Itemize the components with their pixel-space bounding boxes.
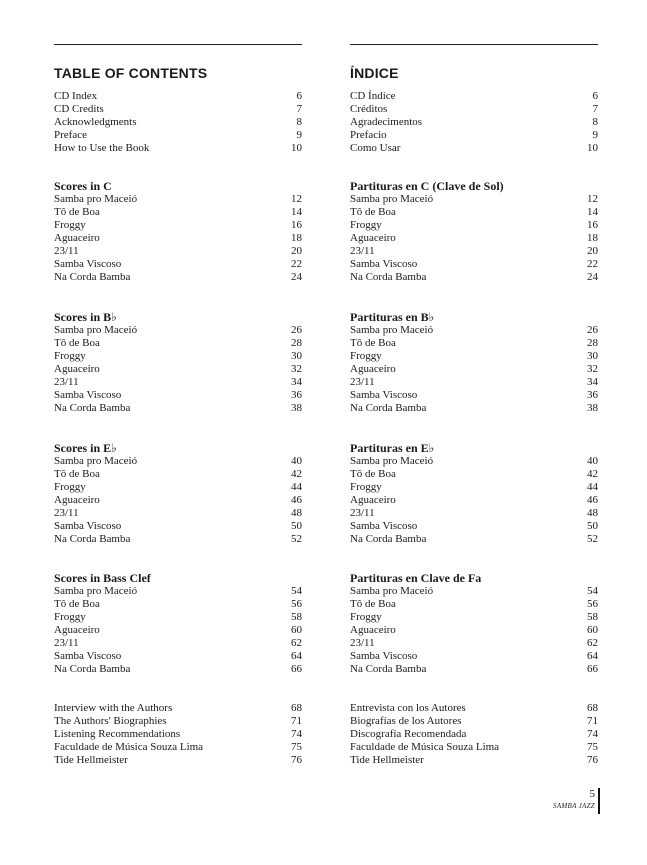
section-scores-c <box>54 180 302 284</box>
toc-entry[interactable]: Samba Viscoso 64 <box>350 650 598 662</box>
toc-entry[interactable]: Samba Viscoso 50 <box>350 520 598 532</box>
toc-entry[interactable]: Na Corda Bamba 24 <box>54 271 302 283</box>
toc-entry[interactable]: Samba pro Maceió 26 <box>350 324 598 336</box>
toc-entry[interactable]: Froggy 30 <box>54 350 302 362</box>
toc-entry[interactable]: Biografías de los Autores 71 <box>350 715 598 727</box>
toc-entry[interactable]: Samba Viscoso 50 <box>54 520 302 532</box>
top-rule <box>350 44 598 45</box>
toc-entry[interactable]: Tô de Boa 42 <box>350 468 598 480</box>
toc-column-english <box>54 44 302 766</box>
toc-entry[interactable]: Tô de Boa 42 <box>54 468 302 480</box>
toc-entry[interactable]: Listening Recommendations 74 <box>54 728 302 740</box>
page-footer <box>548 788 600 812</box>
toc-entry[interactable]: Froggy 30 <box>350 350 598 362</box>
section-title: Partituras en Clave de Fa <box>350 571 482 585</box>
toc-entry[interactable]: Samba pro Maceió 54 <box>54 585 302 597</box>
toc-entry[interactable]: Samba Viscoso 22 <box>54 258 302 270</box>
toc-entry[interactable]: 23/11 20 <box>54 245 302 257</box>
toc-entry[interactable]: Samba Viscoso 36 <box>54 389 302 401</box>
toc-entry[interactable]: Samba pro Maceió 40 <box>54 455 302 467</box>
toc-entry[interactable]: Prefacio 9 <box>350 129 598 141</box>
section-title: Scores in E♭ <box>54 441 117 455</box>
toc-heading: TABLE OF CONTENTS <box>54 65 208 81</box>
section-partituras-clave-fa <box>350 572 598 676</box>
toc-entry[interactable]: The Authors' Biographies 71 <box>54 715 302 727</box>
toc-entry[interactable]: CD Index 6 <box>54 90 302 102</box>
toc-entry[interactable]: Samba pro Maceió 26 <box>54 324 302 336</box>
section-scores-bass-clef <box>54 572 302 676</box>
toc-entry[interactable]: Samba pro Maceió 40 <box>350 455 598 467</box>
publication-name: SAMBA JAZZ <box>553 802 595 810</box>
toc-entry[interactable]: Na Corda Bamba 24 <box>350 271 598 283</box>
toc-entry[interactable]: Na Corda Bamba 52 <box>350 533 598 545</box>
toc-entry[interactable]: Agradecimentos 8 <box>350 116 598 128</box>
toc-entry[interactable]: Tô de Boa 28 <box>54 337 302 349</box>
toc-entry[interactable]: Preface 9 <box>54 129 302 141</box>
toc-column-spanish <box>350 44 598 766</box>
toc-entry[interactable]: Aguaceiro 46 <box>54 494 302 506</box>
section-partituras-eflat <box>350 442 598 546</box>
toc-entry[interactable]: Froggy 58 <box>350 611 598 623</box>
toc-entry[interactable]: Tô de Boa 14 <box>350 206 598 218</box>
toc-entry[interactable]: 23/11 62 <box>54 637 302 649</box>
toc-entry[interactable]: Tide Hellmeister 76 <box>54 754 302 766</box>
section-title: Scores in B♭ <box>54 310 117 324</box>
section-scores-eflat <box>54 442 302 546</box>
closing-group <box>350 702 598 767</box>
toc-heading: ÍNDICE <box>350 65 399 81</box>
toc-entry[interactable]: 23/11 48 <box>54 507 302 519</box>
toc-entry[interactable]: Tide Hellmeister 76 <box>350 754 598 766</box>
toc-entry[interactable]: Aguaceiro 46 <box>350 494 598 506</box>
toc-entry[interactable]: Aguaceiro 18 <box>54 232 302 244</box>
toc-entry[interactable]: CD Índice 6 <box>350 90 598 102</box>
toc-entry[interactable]: Aguaceiro 32 <box>350 363 598 375</box>
toc-entry[interactable]: Tô de Boa 28 <box>350 337 598 349</box>
toc-entry[interactable]: Na Corda Bamba 38 <box>350 402 598 414</box>
section-title: Scores in C <box>54 179 112 193</box>
page-number: 5 <box>589 788 595 800</box>
toc-entry[interactable]: Aguaceiro 60 <box>54 624 302 636</box>
toc-entry[interactable]: 23/11 20 <box>350 245 598 257</box>
toc-entry[interactable]: Na Corda Bamba 66 <box>350 663 598 675</box>
toc-entry[interactable]: Interview with the Authors 68 <box>54 702 302 714</box>
intro-group <box>350 90 598 155</box>
toc-entry[interactable]: Faculdade de Música Souza Lima 75 <box>350 741 598 753</box>
closing-group <box>54 702 302 767</box>
section-partituras-bflat <box>350 311 598 415</box>
toc-entry[interactable]: Froggy 44 <box>54 481 302 493</box>
toc-entry[interactable]: Na Corda Bamba 66 <box>54 663 302 675</box>
section-title: Scores in Bass Clef <box>54 571 151 585</box>
toc-entry[interactable]: How to Use the Book 10 <box>54 142 302 154</box>
toc-entry[interactable]: Aguaceiro 32 <box>54 363 302 375</box>
section-title: Partituras en C (Clave de Sol) <box>350 179 504 193</box>
footer-bar <box>598 788 600 814</box>
toc-entry[interactable]: 23/11 62 <box>350 637 598 649</box>
toc-entry[interactable]: Tô de Boa 14 <box>54 206 302 218</box>
toc-entry[interactable]: Aguaceiro 60 <box>350 624 598 636</box>
toc-entry[interactable]: Froggy 58 <box>54 611 302 623</box>
toc-entry[interactable]: 23/11 34 <box>54 376 302 388</box>
toc-entry[interactable]: 23/11 48 <box>350 507 598 519</box>
toc-entry[interactable]: Samba pro Maceió 54 <box>350 585 598 597</box>
toc-entry[interactable]: Froggy 16 <box>350 219 598 231</box>
toc-entry[interactable]: Samba pro Maceió 12 <box>350 193 598 205</box>
toc-entry[interactable]: Na Corda Bamba 38 <box>54 402 302 414</box>
section-scores-bflat <box>54 311 302 415</box>
section-partituras-c <box>350 180 598 284</box>
toc-entry[interactable]: Samba Viscoso 22 <box>350 258 598 270</box>
toc-entry[interactable]: Aguaceiro 18 <box>350 232 598 244</box>
toc-entry[interactable]: 23/11 34 <box>350 376 598 388</box>
section-title: Partituras en E♭ <box>350 441 435 455</box>
toc-entry[interactable]: Créditos 7 <box>350 103 598 115</box>
toc-entry[interactable]: Entrevista con los Autores 68 <box>350 702 598 714</box>
toc-entry[interactable]: Discografía Recomendada 74 <box>350 728 598 740</box>
toc-entry[interactable]: Samba Viscoso 64 <box>54 650 302 662</box>
toc-entry[interactable]: Samba pro Maceió 12 <box>54 193 302 205</box>
toc-entry[interactable]: Acknowledgments 8 <box>54 116 302 128</box>
toc-entry[interactable]: Froggy 44 <box>350 481 598 493</box>
toc-entry[interactable]: Froggy 16 <box>54 219 302 231</box>
toc-entry[interactable]: Na Corda Bamba 52 <box>54 533 302 545</box>
toc-entry[interactable]: Como Usar 10 <box>350 142 598 154</box>
section-title: Partituras en B♭ <box>350 310 435 324</box>
top-rule <box>54 44 302 45</box>
toc-entry[interactable]: Faculdade de Música Souza Lima 75 <box>54 741 302 753</box>
toc-entry[interactable]: Samba Viscoso 36 <box>350 389 598 401</box>
toc-entry[interactable]: CD Credits 7 <box>54 103 302 115</box>
toc-entry[interactable]: Tô de Boa 56 <box>54 598 302 610</box>
intro-group <box>54 90 302 155</box>
toc-entry[interactable]: Tô de Boa 56 <box>350 598 598 610</box>
